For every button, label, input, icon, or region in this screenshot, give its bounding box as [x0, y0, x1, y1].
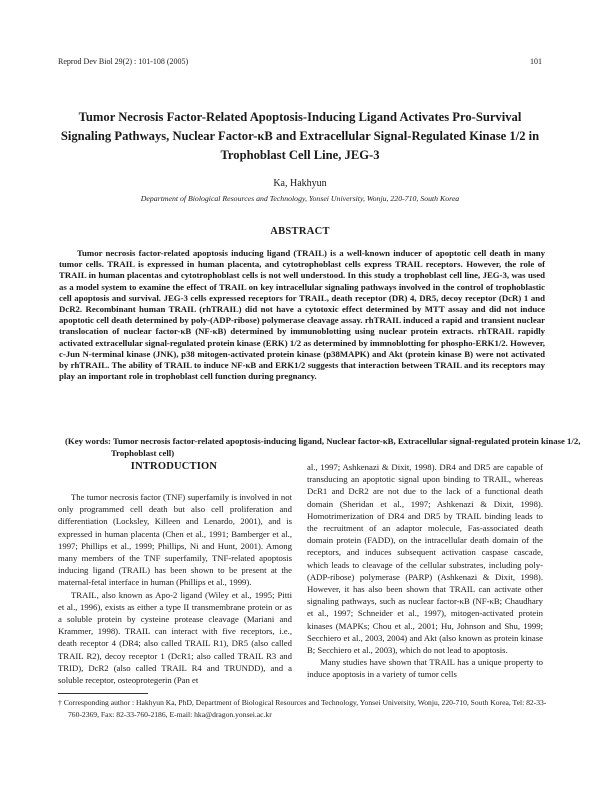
abstract-heading: ABSTRACT: [270, 226, 330, 237]
abstract-text: Tumor necrosis factor-related apoptosis inducing ligand (TRAIL) is a well-known inducer of apoptotic cell death in many tumor cells. TRAIL is expressed in human placenta, and cytotrophoblast cells express TRAIL receptors. However, the role of TRAIL in human placentas and cytotrophoblast cells is not well understood. In this study a trophoblast cell line, JEG-3, was used as a model system to examine the effect of TRAIL on key intracellular signaling pathways involved in the control of trophoblastic cell apoptosis and survival. JEG-3 cells expressed receptors for TRAIL, death receptor (DR) 4, DR5, decoy receptor (DcR) 1 and DcR2. Recombinant human TRAIL (rhTRAIL) did not have a cytotoxic effect determined by MTT assay and did not induce apoptotic cell death determined by poly-(ADP-ribose) polymerase cleavage assay. rhTRAIL induced a rapid and transient nuclear translocation of nuclear factor-κB (NF-κB) determined by immunoblotting using nuclear protein extracts. rhTRAIL rapidly activated extracellular signal-regulated protein kinase (ERK) 1/2 as determined by immnoblotting for phospho-ERK1/2. However, c-Jun N-terminal kinase (JNK), p38 mitogen-activated protein kinase (p38MAPK) and Akt (protein kinase B) were not activated by rhTRAIL. The ability of TRAIL to induce NF-κB and ERK1/2 suggests that interaction between TRAIL and its receptors may play an important role in trophoblast cell function during pregnancy.: [59, 248, 545, 382]
journal-citation: Reprod Dev Biol 29(2) : 101-108 (2005): [58, 57, 189, 66]
introduction-heading: INTRODUCTION: [130, 461, 218, 472]
footnote-rule: [58, 693, 148, 694]
keywords: (Key words: Tumor necrosis factor-related apoptosis-inducing ligand, Nuclear factor-κB, Extracellular signal-regulated protein kinase 1/2, Trophoblast cell): [65, 436, 581, 458]
author-name: Ka, Hakhyun: [273, 178, 327, 189]
page-number: 101: [530, 57, 542, 66]
introduction-right-column: [307, 461, 543, 681]
introduction-left-column: [58, 491, 292, 686]
intro-paragraph: The tumor necrosis factor (TNF) superfamily is involved in not only programmed cell death but also cell proliferation and differentiation (Locksley, Killeen and Lenardo, 2001), and is expressed in human placenta (Chen et al., 1991; Bamberger et al., 1997; Phillips et al., 1999; Phillips, Ni and Hunt, 2001). Among many members of the TNF superfamily, TNF-related apoptosis inducing ligand (TRAIL) has been shown to be present at the maternal-fetal interface in human (Phillips et al., 1999).: [58, 492, 292, 588]
author-affiliation: Department of Biological Resources and Technology, Yonsei University, Wonju, 220-710, South Korea: [140, 194, 460, 203]
intro-paragraph: TRAIL, also known as Apo-2 ligand (Wiley et al., 1995; Pitti et al., 1996), exists as either a type II transmembrane protein or as a soluble protein by cysteine protease cleavage (Mariani and Krammer, 1998). TRAIL can interact with five receptors, i.e., death receptor 4 (DR4; also called TRAIL R1), DR5 (also called TRAIL R2), decoy receptor 1 (DcR1; also called TRAIL R3 and TRID), DcR2 (also called TRAIL R4 and TRUNDD), and a soluble receptor, osteoprotegerin (Pan et: [58, 589, 292, 686]
intro-paragraph: al., 1997; Ashkenazi & Dixit, 1998). DR4 and DR5 are capable of transducing an apoptotic signal upon binding to TRAIL, whereas DcR1 and DcR2 are not due to the lack of a functional death domain (Sheridan et al., 1997; Ashkenazi & Dixit, 1998). Homotrimerization of DR4 and DR5 by TRAIL binding leads to the recruitment of an adaptor molecule, Fas-associated death domain protein (FADD), on the intracellular death domain of the receptors, and induces subsequent activation caspase cascade, which leads to cleavage of the cellular substrates, including poly-(ADP-ribose) polymerase (PARP) (Ashkenazi & Dixit, 1998). However, it has also been shown that TRAIL can activate other signaling pathways, such as nuclear factor-κB (NF-κB; Chaudhary et al., 1997; Schneider et al., 1997), mitogen-activated protein kinases (MAPKs; Chou et al., 2001; Hu, Johnson and Shu, 1999; Secchiero et al., 2003, 2004) and Akt (also known as protein kinase B; Secchiero et al., 2003), which do not lead to apoptosis.: [307, 462, 543, 656]
corresponding-author-footnote: † Corresponding author : Hakhyun Ka, PhD, Department of Biological Resources and Technology, Yonsei University, Wonju, 220-710, South Korea, Tel: 82-33-760-2369, Fax: 82-33-760-2186, E-mail: hka@dragon.yonsei.ac.kr: [58, 698, 547, 719]
intro-paragraph: Many studies have shown that TRAIL has a unique property to induce apoptosis in a variety of tumor cells: [307, 657, 543, 680]
article-title: Tumor Necrosis Factor-Related Apoptosis-Inducing Ligand Activates Pro-Survival Signaling Pathways, Nuclear Factor-κB and Extracellular Signal-Regulated Kinase 1/2 in Trophoblast Cell Line, JEG-3: [60, 110, 540, 162]
